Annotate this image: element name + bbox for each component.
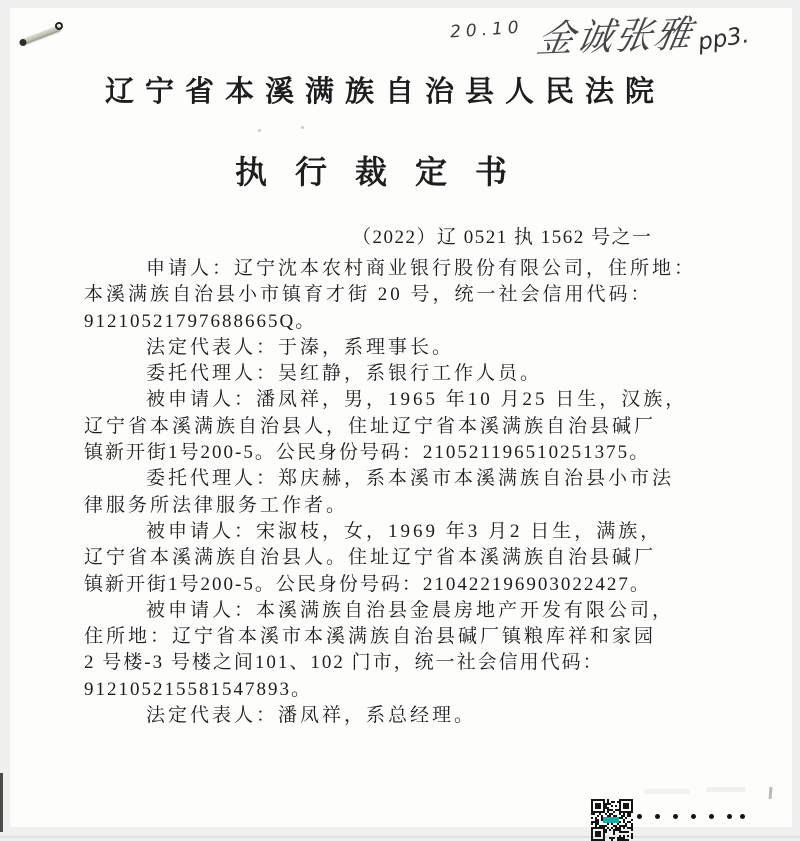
document-line: 法定代表人：潘凤祥，系总经理。 — [146, 705, 477, 727]
document-line: 委托代理人：吴红静，系银行工作人员。 — [146, 363, 543, 385]
dot — [655, 814, 660, 819]
scan-smudge — [644, 789, 690, 794]
document-line: 律服务所法律服务工作者。 — [84, 494, 349, 516]
dot — [637, 814, 642, 819]
document-line: 被申请人：本溪满族自治县金晨房地产开发有限公司， — [146, 599, 675, 621]
handwritten-note: pp3. — [696, 22, 751, 56]
court-name: 辽宁省本溪满族自治县人民法院 — [104, 76, 665, 108]
document-line: 镇新开街1号200-5。公民身份号码：210422196903022427。 — [84, 573, 651, 595]
scan-speck — [301, 126, 304, 129]
document-line: 委托代理人：郑庆赫，系本溪市本溪满族自治县小市法 — [146, 468, 675, 490]
document-line: 被申请人：宋淑枝，女，1969 年3 月2 日生，满族， — [146, 520, 663, 542]
document-line: 2 号楼-3 号楼之间101、102 门市，统一社会信用代码： — [84, 652, 604, 674]
handwritten-signature: 金诚张雅 — [533, 12, 698, 61]
dot — [691, 814, 696, 819]
document-line: 住所地：辽宁省本溪市本溪满族自治县碱厂镇粮库祥和家园 — [84, 626, 657, 648]
document-line: 91210521797688665Q。 — [84, 310, 317, 332]
document-line: 辽宁省本溪满族自治县人。住址辽宁省本溪满族自治县碱厂 — [84, 547, 657, 569]
scan-edge-shadow — [0, 773, 3, 832]
case-number: （2022）辽 0521 执 1562 号之一 — [352, 227, 653, 248]
document-line: 被申请人：潘凤祥，男，1965 年10 月25 日生，汉族， — [146, 389, 688, 411]
document-line: 本溪满族自治县小市镇育才街 20 号，统一社会信用代码： — [84, 284, 653, 306]
scan-smudge — [706, 787, 746, 792]
dot — [740, 814, 745, 819]
footer-dots — [637, 814, 745, 819]
qr-code-icon — [591, 799, 633, 841]
document-line: 申请人：辽宁沈本农村商业银行股份有限公司，住所地： — [146, 258, 697, 279]
handwritten-date: 20.10 — [449, 17, 525, 43]
document-line: 912105215581547893。 — [84, 678, 313, 700]
scan-speck — [258, 129, 261, 132]
document-line: 辽宁省本溪满族自治县人，住址辽宁省本溪满族自治县碱厂 — [84, 415, 657, 437]
document-title: 执行裁定书 — [234, 154, 535, 190]
dot — [673, 814, 678, 819]
page-bottom-edge — [0, 836, 800, 838]
document-line: 法定代表人：于溱，系理事长。 — [146, 336, 455, 358]
document-line: 镇新开街1号200-5。公民身份号码：210521196510251375。 — [84, 442, 651, 464]
document-body — [84, 256, 764, 729]
dot — [709, 814, 714, 819]
dot — [727, 814, 732, 819]
